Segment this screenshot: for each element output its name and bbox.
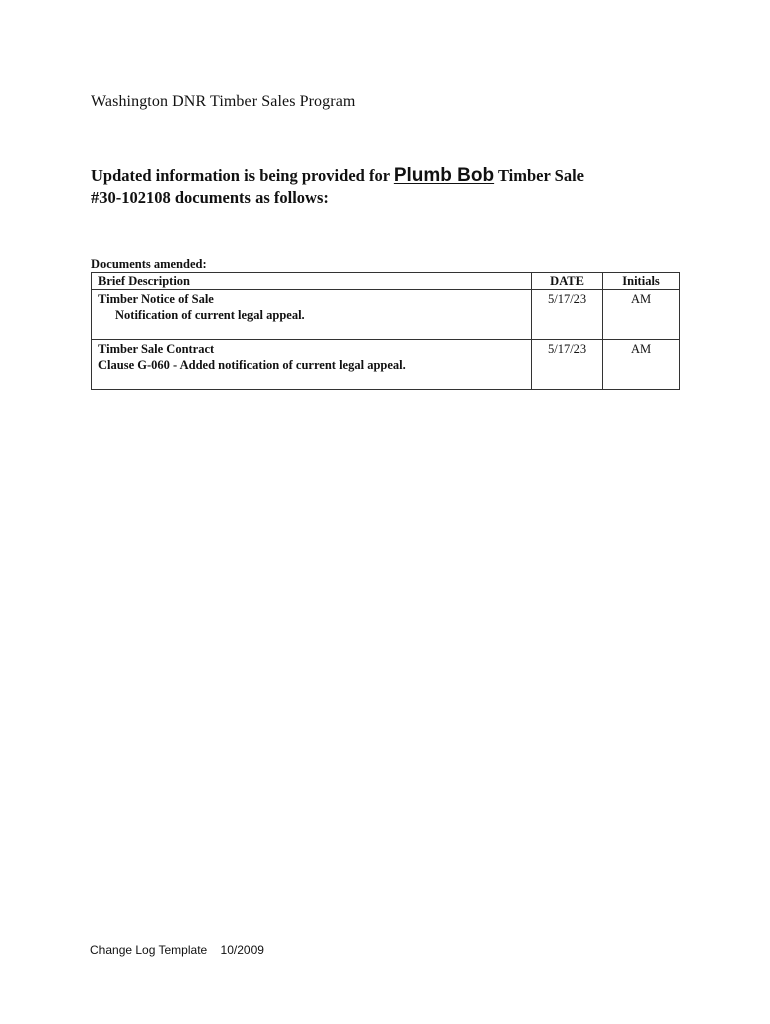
heading-prefix: Updated information is being provided for — [91, 166, 394, 185]
row-date: 5/17/23 — [532, 290, 603, 340]
heading-suffix: Timber Sale — [494, 166, 584, 185]
footer-template-name: Change Log Template — [90, 943, 208, 957]
row-title: Timber Sale Contract — [98, 342, 215, 356]
page-footer — [90, 943, 264, 957]
footer-template-date: 10/2009 — [220, 943, 264, 957]
row-title: Timber Notice of Sale — [98, 292, 214, 306]
row-note: Clause G-060 - Added notification of current legal appeal. — [98, 358, 406, 372]
header-description: Brief Description — [92, 273, 532, 290]
row-description — [92, 290, 532, 340]
row-description — [92, 340, 532, 390]
documents-amended-label: Documents amended: — [91, 257, 207, 271]
table-header-row — [92, 273, 680, 290]
table-row — [92, 340, 680, 390]
row-date: 5/17/23 — [532, 340, 603, 390]
header-initials: Initials — [603, 273, 680, 290]
heading-sale-number: #30-102108 documents as follows: — [91, 188, 329, 207]
row-initials: AM — [603, 340, 680, 390]
row-initials: AM — [603, 290, 680, 340]
documents-table — [91, 272, 680, 390]
header-date: DATE — [532, 273, 603, 290]
sale-name: Plumb Bob — [393, 165, 495, 186]
program-title: Washington DNR Timber Sales Program — [91, 93, 356, 110]
update-heading — [91, 165, 711, 209]
table-row — [92, 290, 680, 340]
row-note: Notification of current legal appeal. — [115, 308, 305, 322]
